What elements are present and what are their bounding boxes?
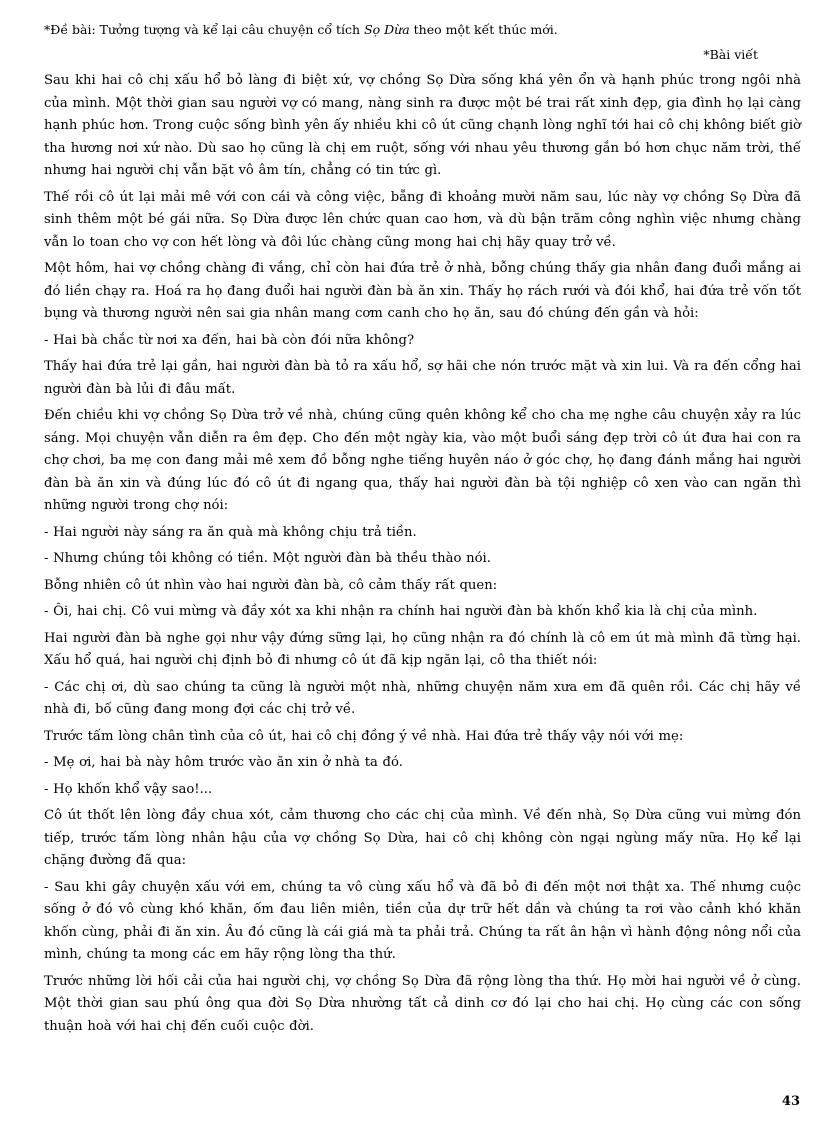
paragraph: Bỗng nhiên cô út nhìn vào hai người đàn bà, cô cảm thấy rất quen:	[44, 577, 498, 593]
paragraph: Thấy hai đứa trẻ lại gần, hai người đàn bà tỏ ra xấu hổ, sợ hãi che nón trước mặt và xin lui. Và ra đến cổng hai người đàn bà lủi đi đâu mất.	[44, 359, 801, 397]
dialogue-line: - Hai bà chắc từ nơi xa đến, hai bà còn đói nữa không?	[44, 332, 415, 348]
paragraph: Một hôm, hai vợ chồng chàng đi vắng, chỉ còn hai đứa trẻ ở nhà, bỗng chúng thấy gia nhân đang đuổi mắng ai đó liền chạy ra. Hoá ra họ đang đuổi hai người đàn bà ăn xin. Thấy họ rách rưới và đói khổ, hai đứa trẻ vốn tốt bụng và thương người nên sai gia nhân mang cơm canh cho họ ăn, sau đó chúng đến gần và hỏi:	[44, 261, 801, 321]
dialogue-line: - Ôi, hai chị. Cô vui mừng và đầy xót xa khi nhận ra chính hai người đàn bà khốn khổ kia là chị của mình.	[44, 604, 758, 619]
paragraph: Sau khi hai cô chị xấu hổ bỏ làng đi biệt xứ, vợ chồng Sọ Dừa sống khá yên ổn và hạnh phúc trong ngôi nhà của mình. Một thời gian sau người vợ có mang, nàng sinh ra được một bé trai rất xinh đẹp, gia đình họ lại càng hạnh phúc hơn. Trong cuộc sống bình yên ấy nhiều khi cô út cũng chạnh lòng nghĩ tới hai cô chị không biết giờ tha hương nơi xứ nào. Dù sao họ cũng là chị em ruột, sống với nhau yêu thương gắn bó hơn chục năm trời, thế nhưng hai người chị vẫn bặt vô âm tín, chẳng có tin tức gì.	[44, 73, 801, 178]
dialogue-line: - Họ khốn khổ vậy sao!...	[44, 781, 213, 797]
dialogue-line: - Hai người này sáng ra ăn quà mà không chịu trả tiền.	[44, 524, 417, 540]
paragraph: Thế rồi cô út lại mải mê với con cái và công việc, bẵng đi khoảng mười năm sau, lúc này vợ chồng Sọ Dừa đã sinh thêm một bé gái nữa. Sọ Dừa được lên chức quan cao hơn, và dù bận trăm công nghìn việc nhưng chàng vẫn lo toan cho vợ con hết lòng và đôi lúc chàng cũng mong hai chị hãy quay trở về.	[44, 189, 801, 250]
assignment-prefix: *Đề bài: Tưởng tượng và kể lại câu chuyện cổ tích	[44, 22, 365, 37]
assignment-line	[44, 20, 784, 40]
paragraph: Trước tấm lòng chân tình của cô út, hai cô chị đồng ý về nhà. Hai đứa trẻ thấy vậy nói với mẹ:	[44, 728, 684, 744]
paragraph: Trước những lời hối cải của hai người chị, vợ chồng Sọ Dừa đã rộng lòng tha thứ. Họ mời hai người về ở cùng. Một thời gian sau phú ông qua đời Sọ Dừa nhường tất cả dinh cơ đó lại cho hai chị. Họ cùng các con sống thuận hoà với hai chị đến cuối cuộc đời.	[44, 973, 801, 1034]
dialogue-line: - Nhưng chúng tôi không có tiền. Một người đàn bà thều thào nói.	[44, 551, 491, 566]
essay-body	[44, 70, 801, 1042]
paragraph: Hai người đàn bà nghe gọi như vậy đứng sững lại, họ cũng nhận ra đó chính là cô em út mà mình đã từng hại. Xấu hổ quá, hai người chị định bỏ đi nhưng cô út đã kịp ngăn lại, cô tha thiết nói:	[44, 630, 801, 668]
essay-subtitle: *Bài viết	[703, 47, 758, 62]
dialogue-line: - Sau khi gây chuyện xấu với em, chúng ta vô cùng xấu hổ và đã bỏ đi đến một nơi thật xa. Thế nhưng cuộc sống ở đó vô cùng khó khăn, ốm đau liên miên, tiền của dự trữ hết dần và chúng ta rơi vào cảnh khó khăn khốn cùng, phải đi ăn xin. Âu đó cũng là cái giá mà ta phải trả. Chúng ta rất ân hận vì hành động nông nổi của mình, chúng ta mong các em hãy rộng lòng tha thứ.	[44, 879, 801, 962]
story-name: Sọ Dừa	[364, 22, 410, 37]
dialogue-line: - Các chị ơi, dù sao chúng ta cũng là người một nhà, những chuyện năm xưa em đã quên rồi. Các chị hãy về nhà đi, bố cũng đang mong đợi các chị trở về.	[44, 679, 801, 717]
page-number: 43	[781, 1094, 800, 1109]
dialogue-line: - Mẹ ơi, hai bà này hôm trước vào ăn xin ở nhà ta đó.	[44, 755, 403, 770]
assignment-suffix: theo một kết thúc mới.	[409, 22, 558, 37]
paragraph: Cô út thốt lên lòng đầy chua xót, cảm thương cho các chị của mình. Về đến nhà, Sọ Dừa cũng vui mừng đón tiếp, trước tấm lòng nhân hậu của vợ chồng Sọ Dừa, hai cô chị không còn ngại ngùng mấy nữa. Họ kể lại chặng đường đã qua:	[44, 808, 801, 868]
paragraph: Đến chiều khi vợ chồng Sọ Dừa trở về nhà, chúng cũng quên không kể cho cha mẹ nghe câu chuyện xảy ra lúc sáng. Mọi chuyện vẫn diễn ra êm đẹp. Cho đến một ngày kia, vào một buổi sáng đẹp trời cô út đưa hai con ra chợ chơi, ba mẹ con đang mải mê xem đồ bỗng nghe tiếng huyên náo ở góc chợ, họ đang đánh mắng hai người đàn bà ăn xin và đúng lúc đó cô út đi ngang qua, thấy hai người đàn bà tội nghiệp cô xen vào can ngăn thì những người trong chợ nói:	[44, 408, 801, 513]
